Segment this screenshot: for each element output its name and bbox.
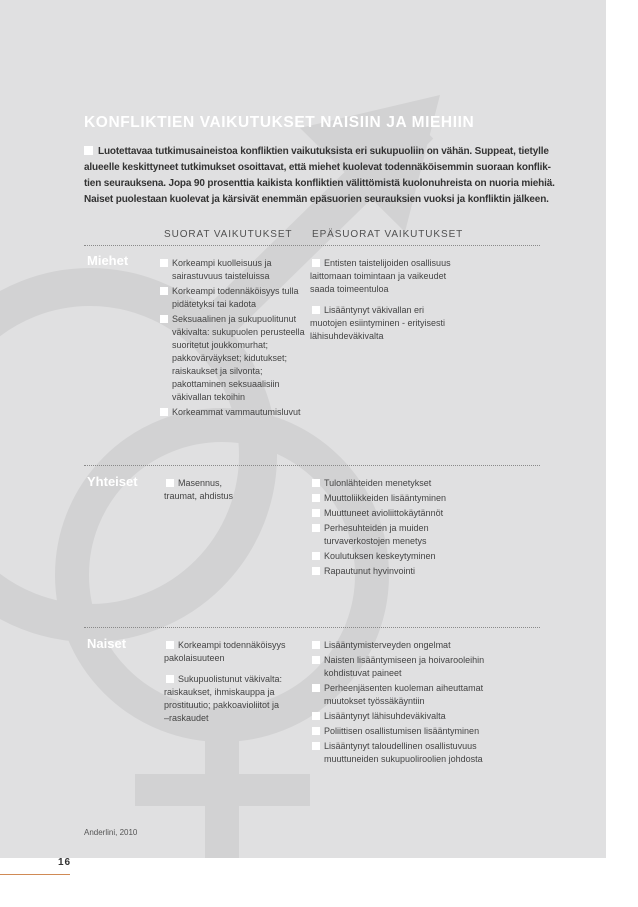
effect-item — [312, 654, 522, 680]
women-direct-effects — [164, 639, 304, 733]
effect-item — [312, 682, 522, 708]
effect-text-line: Perhesuhteiden ja muiden — [324, 523, 429, 533]
dotted-divider — [84, 465, 540, 466]
row-label-women: Naiset — [87, 636, 127, 651]
column-header-indirect: EPÄSUORAT VAIKUTUKSET — [312, 229, 464, 240]
effect-text-line: väkivalta: sukupuolen perusteella — [172, 327, 305, 337]
effect-item — [312, 725, 522, 738]
effect-text-line: prostituutio; pakkoavioliitot ja — [164, 700, 280, 710]
effect-text-line: pidätetyksi tai kadota — [172, 299, 257, 309]
effect-item — [312, 565, 512, 578]
effect-text-line: Lisääntynyt lähisuhdeväkivalta — [324, 711, 446, 721]
shared-indirect-effects — [312, 477, 512, 580]
effect-text-line: Korkeampi kuolleisuus ja — [172, 258, 272, 268]
bullet-square-icon — [312, 641, 320, 649]
effect-text-line: Koulutuksen keskeytyminen — [324, 551, 436, 561]
effect-text-line: Muuttuneet avioliittokäytännöt — [324, 508, 444, 518]
effect-text-line: saada toimeentuloa — [310, 284, 389, 294]
effect-text-line: –raskaudet — [164, 713, 209, 723]
column-header-direct: SUORAT VAIKUTUKSET — [164, 229, 293, 240]
bullet-square-icon — [312, 727, 320, 735]
page-number: 16 — [58, 857, 72, 868]
effect-text-line: muuttuneiden sukupuoliroolien johdosta — [324, 754, 483, 764]
dotted-divider — [84, 627, 540, 628]
effect-text-line: Rapautunut hyvinvointi — [324, 566, 416, 576]
effect-text-line: turvaverkostojen menetys — [324, 536, 427, 546]
men-direct-effects — [160, 257, 310, 421]
bullet-square-icon — [312, 494, 320, 502]
effect-text-line: Entisten taistelijoiden osallisuus — [324, 258, 451, 268]
intro-paragraph — [84, 144, 554, 208]
bullet-square-icon — [160, 259, 168, 267]
bullet-square-icon — [312, 306, 320, 314]
intro-line: alueelle keskittyneet tutkimukset osoittavat, että miehet kuolevat todennäköisemmin suoraan konflik- — [84, 162, 551, 173]
effect-text-line: Perheenjäsenten kuoleman aiheuttamat — [324, 683, 484, 693]
effect-item — [164, 639, 304, 665]
bullet-square-icon — [312, 656, 320, 664]
effect-text-line: Poliittisen osallistumisen lisääntyminen — [324, 726, 480, 736]
effect-text-line: Muuttoliikkeiden lisääntyminen — [324, 493, 447, 503]
effect-text-line: kohdistuvat paineet — [324, 668, 402, 678]
effect-item — [160, 313, 310, 404]
effect-item — [312, 639, 522, 652]
effect-text-line: Korkeammat vammautumisluvut — [172, 407, 301, 417]
bullet-square-icon — [312, 509, 320, 517]
effect-item — [310, 304, 500, 343]
page-title: KONFLIKTIEN VAIKUTUKSET NAISIIN JA MIEHIIN — [84, 114, 475, 131]
bullet-square-icon — [312, 552, 320, 560]
effect-text-line: pakkovärväykset; kidutukset; — [172, 353, 288, 363]
effect-text-line: Masennus, — [178, 478, 223, 488]
effect-text-line: Sukupuolistunut väkivalta: — [178, 674, 283, 684]
bullet-square-icon — [166, 641, 174, 649]
effect-text-line: Tulonlähteiden menetykset — [324, 478, 432, 488]
effect-text-line: pakottaminen seksuaalisiin — [172, 379, 280, 389]
bullet-square-icon — [312, 479, 320, 487]
effect-text-line: Naisten lisääntymiseen ja hoivarooleihin — [324, 655, 485, 665]
bullet-square-icon — [160, 315, 168, 323]
dotted-divider — [84, 245, 540, 246]
bullet-square-icon — [160, 408, 168, 416]
effect-text-line: laittomaan toimintaan ja vaikeudet — [310, 271, 447, 281]
effect-text-line: Lisääntynyt väkivallan eri — [324, 305, 425, 315]
effect-text-line: lähisuhdeväkivalta — [310, 331, 384, 341]
effect-text-line: muutokset työssäkäyntiin — [324, 696, 425, 706]
effect-text-line: muotojen esiintyminen - erityisesti — [310, 318, 446, 328]
bullet-square-icon — [160, 287, 168, 295]
effect-text-line: sairastuvuus taisteluissa — [172, 271, 270, 281]
effect-item — [312, 522, 512, 548]
effect-item — [312, 550, 512, 563]
effect-item — [164, 477, 304, 503]
source-citation: Anderlini, 2010 — [84, 828, 138, 837]
effect-item — [310, 257, 500, 296]
bullet-square-icon — [166, 479, 174, 487]
bullet-square-icon — [166, 675, 174, 683]
bullet-square-icon — [312, 684, 320, 692]
effect-text-line: Lisääntynyt taloudellinen osallistuvuus — [324, 741, 477, 751]
effect-text-line: raiskaukset ja silvonta; — [172, 366, 263, 376]
effect-text-line: suoritetut joukkomurhat; — [172, 340, 269, 350]
bullet-square-icon — [312, 259, 320, 267]
bullet-square-icon — [312, 742, 320, 750]
effect-item — [312, 492, 512, 505]
intro-line: Naiset puolestaan kuolevat ja kärsivät enemmän epäsuorien seurauksien vuoksi ja konfliktin jälkeen. — [84, 194, 549, 205]
effect-item — [160, 406, 310, 419]
row-label-shared: Yhteiset — [87, 474, 138, 489]
bullet-square-icon — [84, 146, 93, 155]
effect-text-line: pakolaisuuteen — [164, 653, 225, 663]
women-indirect-effects — [312, 639, 522, 768]
row-label-men: Miehet — [87, 253, 129, 268]
effect-text-line: Seksuaalinen ja sukupuolitunut — [172, 314, 297, 324]
effect-item — [312, 507, 512, 520]
effect-text-line: Lisääntymisterveyden ongelmat — [324, 640, 451, 650]
effect-item — [160, 257, 310, 283]
effect-text-line: väkivallan tekoihin — [172, 392, 246, 402]
intro-line: tien seurauksena. Jopa 90 prosenttia kaikista konfliktien välittömistä kuolonuhreista on nuoria miehiä. — [84, 178, 555, 189]
effect-item — [164, 673, 304, 725]
bullet-square-icon — [312, 524, 320, 532]
effect-item — [312, 477, 512, 490]
effect-item — [312, 740, 522, 766]
effect-text-line: Korkeampi todennäköisyys — [178, 640, 286, 650]
bullet-square-icon — [312, 567, 320, 575]
effect-item — [312, 710, 522, 723]
intro-line: Luotettavaa tutkimusaineistoa konfliktien vaikutuksista eri sukupuoliin on vähän. Suppeat, tietylle — [84, 144, 554, 160]
bullet-square-icon — [312, 712, 320, 720]
shared-direct-effects — [164, 477, 304, 511]
effect-text-line: raiskaukset, ihmiskauppa ja — [164, 687, 275, 697]
footer-accent-line — [0, 874, 70, 875]
effect-text-line: traumat, ahdistus — [164, 491, 234, 501]
effect-text-line: Korkeampi todennäköisyys tulla — [172, 286, 299, 296]
effect-item — [160, 285, 310, 311]
men-indirect-effects — [310, 257, 500, 351]
